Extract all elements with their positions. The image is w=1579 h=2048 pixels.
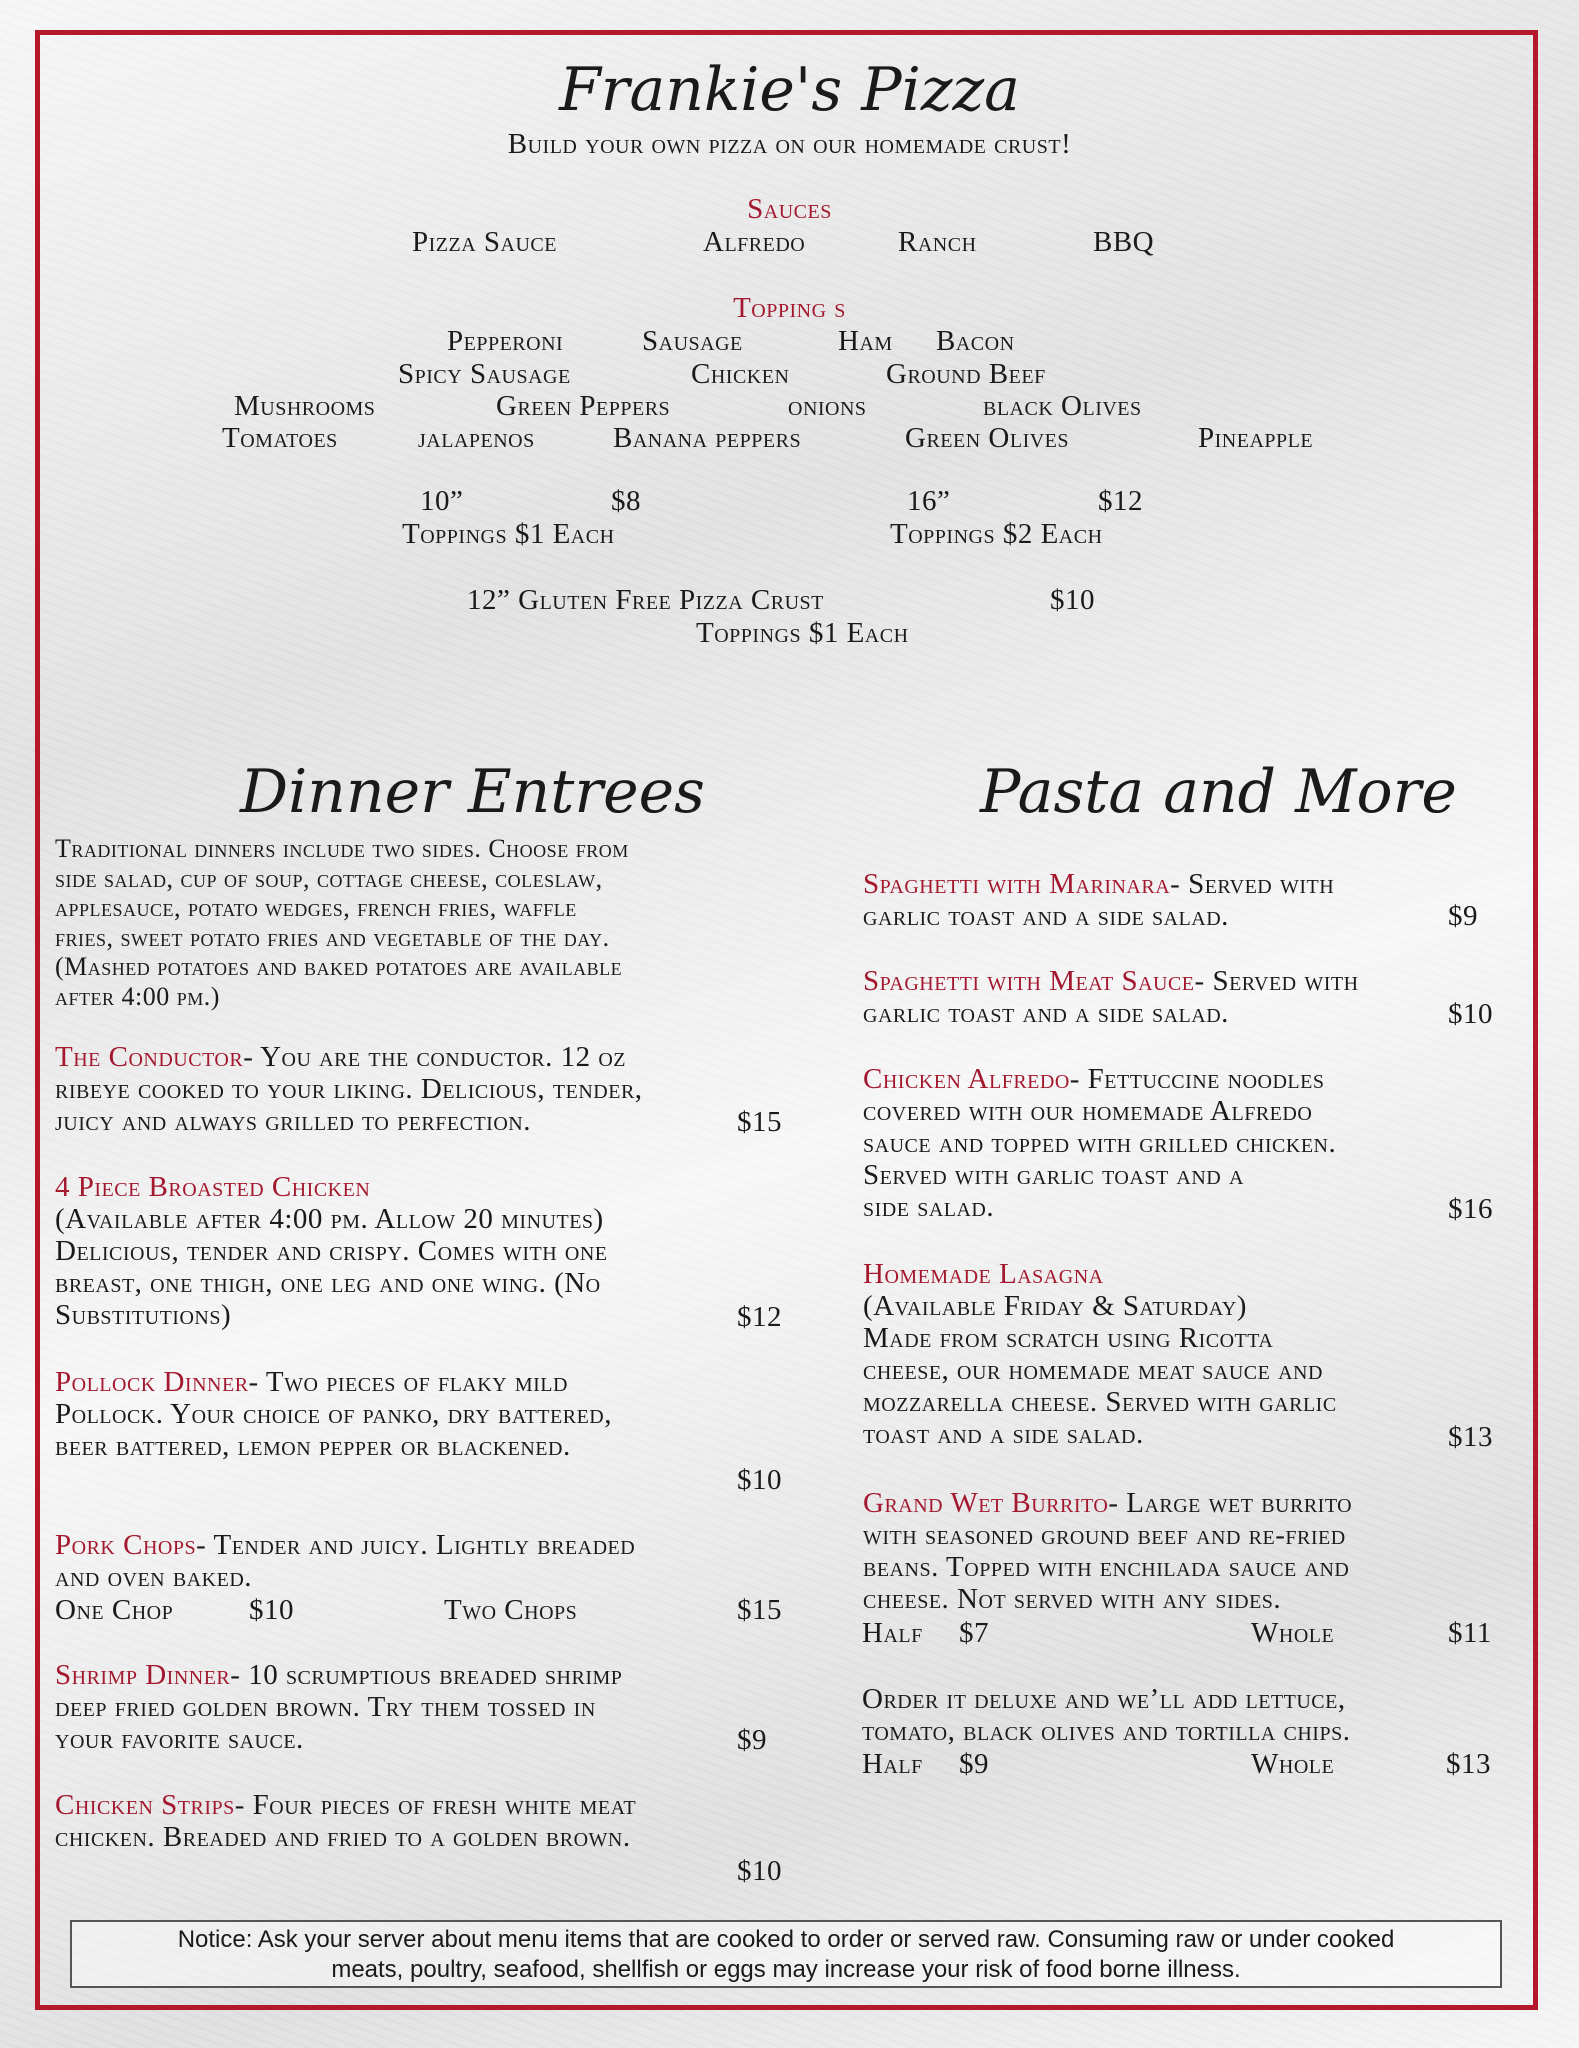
two-chops-price: $15 xyxy=(737,1594,782,1626)
menu-item-chicken-alfredo xyxy=(863,1063,1336,1223)
item-desc: side salad. xyxy=(863,1191,995,1223)
deluxe-half-label: Half xyxy=(862,1748,923,1780)
menu-item-broasted-chicken xyxy=(55,1171,608,1331)
notice-line: meats, poultry, seafood, shellfish or eggs may increase your risk of food borne illness. xyxy=(331,1956,1241,1983)
topping-item: Green Peppers xyxy=(496,390,671,422)
topping-item: Ham xyxy=(838,325,893,357)
item-price: $15 xyxy=(737,1106,782,1138)
menu-item-grand-wet-burrito xyxy=(863,1487,1352,1615)
item-desc: - Served with xyxy=(1170,868,1335,900)
item-desc: garlic toast and a side salad. xyxy=(863,900,1229,932)
topping-item: Green Olives xyxy=(905,422,1070,454)
burrito-whole-price: $11 xyxy=(1448,1617,1492,1649)
burrito-half-label: Half xyxy=(862,1617,923,1649)
topping-item: Mushrooms xyxy=(234,390,376,422)
item-desc: juicy and always grilled to perfection. xyxy=(55,1105,531,1137)
menu-item-chicken-strips xyxy=(55,1789,636,1853)
item-name: Spaghetti with Meat Sauce xyxy=(863,965,1195,997)
notice-line: Notice: Ask your server about menu items that are cooked to order or served raw. Consuming raw or under cooked xyxy=(177,1926,1395,1953)
item-desc: mozzarella cheese. Served with garlic xyxy=(863,1386,1337,1418)
topping-item: black Olives xyxy=(983,390,1142,422)
size-16-toppings: Toppings $2 Each xyxy=(890,518,1103,550)
sauce-item: Ranch xyxy=(898,226,977,258)
item-price: $10 xyxy=(737,1464,782,1496)
topping-item: Sausage xyxy=(642,325,743,357)
item-desc: beans. Topped with enchilada sauce and xyxy=(863,1551,1350,1583)
item-desc: - Two pieces of flaky mild xyxy=(248,1366,568,1398)
sauces-heading: Sauces xyxy=(747,193,832,225)
menu-item-spaghetti-marinara xyxy=(863,868,1334,932)
sauce-item: BBQ xyxy=(1093,226,1155,258)
one-chop-price: $10 xyxy=(249,1594,294,1626)
item-name: Shrimp Dinner xyxy=(55,1659,231,1691)
item-price: $10 xyxy=(737,1855,782,1887)
item-desc: - Four pieces of fresh white meat xyxy=(234,1789,637,1821)
item-desc: - Served with xyxy=(1194,965,1359,997)
toppings-heading: Topping s xyxy=(733,292,846,324)
item-name: The Conductor xyxy=(55,1041,244,1073)
burrito-deluxe xyxy=(862,1683,1350,1747)
item-name: Pollock Dinner xyxy=(55,1366,249,1398)
menu-item-conductor xyxy=(55,1041,643,1137)
pasta-heading: Pasta and More xyxy=(980,757,1457,827)
item-price: $9 xyxy=(737,1724,767,1756)
item-desc: - You are the conductor. 12 oz xyxy=(243,1041,627,1073)
deluxe-whole-price: $13 xyxy=(1446,1748,1491,1780)
item-desc: breast, one thigh, one leg and one wing. (No xyxy=(55,1267,601,1299)
item-desc: Made from scratch using Ricotta xyxy=(863,1322,1274,1354)
burrito-half-price: $7 xyxy=(959,1617,989,1649)
topping-item: Spicy Sausage xyxy=(398,358,571,390)
item-desc: tomato, black olives and tortilla chips. xyxy=(862,1715,1351,1747)
two-chops-label: Two Chops xyxy=(444,1594,578,1626)
topping-item: jalapenos xyxy=(418,422,535,454)
item-desc: covered with our homemade Alfredo xyxy=(863,1095,1313,1127)
item-desc: Order it deluxe and we’ll add lettuce, xyxy=(862,1683,1346,1715)
item-price: $10 xyxy=(1448,998,1493,1030)
item-name: Chicken Alfredo xyxy=(863,1063,1070,1095)
item-price: $9 xyxy=(1448,900,1478,932)
intro-line: applesauce, potato wedges, french fries, waffle xyxy=(55,893,577,922)
item-name: Pork Chops xyxy=(55,1529,197,1561)
item-desc: toast and a side salad. xyxy=(863,1418,1144,1450)
item-name: Homemade Lasagna xyxy=(863,1258,1104,1290)
item-desc: Served with garlic toast and a xyxy=(863,1159,1244,1191)
dinner-entrees-heading: Dinner Entrees xyxy=(240,757,705,827)
item-name: Spaghetti with Marinara xyxy=(863,868,1171,900)
deluxe-whole-label: Whole xyxy=(1251,1748,1335,1780)
item-desc: - Fettuccine noodles xyxy=(1069,1063,1325,1095)
menu-item-shrimp xyxy=(55,1659,622,1755)
item-desc: deep fried golden brown. Try them tossed in xyxy=(55,1691,596,1723)
item-name: Chicken Strips xyxy=(55,1789,235,1821)
item-desc: (Available Friday & Saturday) xyxy=(863,1290,1247,1322)
intro-line: (Mashed potatoes and baked potatoes are available xyxy=(55,952,623,981)
menu-item-spaghetti-meat-sauce xyxy=(863,965,1359,1029)
item-desc: beer battered, lemon pepper or blackened. xyxy=(55,1430,571,1462)
gluten-free-label: 12” Gluten Free Pizza Crust xyxy=(467,584,824,616)
topping-item: Chicken xyxy=(691,358,790,390)
item-desc: - 10 scrumptious breaded shrimp xyxy=(230,1659,623,1691)
item-name: Grand Wet Burrito xyxy=(863,1487,1109,1519)
menu-item-pollock xyxy=(55,1366,612,1462)
size-16-label: 16” xyxy=(907,485,951,517)
topping-item: Pepperoni xyxy=(447,325,564,357)
item-desc: cheese. Not served with any sides. xyxy=(863,1583,1282,1615)
topping-item: Ground Beef xyxy=(886,358,1046,390)
deluxe-half-price: $9 xyxy=(959,1748,989,1780)
food-safety-notice xyxy=(70,1920,1502,1988)
gluten-free-price: $10 xyxy=(1050,584,1095,616)
size-16-price: $12 xyxy=(1098,485,1143,517)
intro-line: side salad, cup of soup, cottage cheese, coleslaw, xyxy=(55,863,603,893)
item-desc: Pollock. Your choice of panko, dry battered, xyxy=(55,1398,612,1430)
item-desc: Delicious, tender and crispy. Comes with one xyxy=(55,1235,608,1267)
topping-item: Tomatoes xyxy=(222,422,338,454)
gluten-free-toppings: Toppings $1 Each xyxy=(696,617,909,649)
item-desc: ribeye cooked to your liking. Delicious, tender, xyxy=(55,1073,643,1105)
item-price: $16 xyxy=(1448,1193,1493,1225)
sauce-item: Alfredo xyxy=(703,226,806,258)
item-desc: Substitutions) xyxy=(55,1299,232,1331)
item-desc: cheese, our homemade meat sauce and xyxy=(863,1354,1323,1386)
burrito-whole-label: Whole xyxy=(1251,1617,1335,1649)
item-desc: - Large wet burrito xyxy=(1108,1487,1353,1519)
menu-item-lasagna xyxy=(863,1258,1337,1450)
item-desc: and oven baked. xyxy=(55,1561,253,1593)
intro-line: Traditional dinners include two sides. Choose from xyxy=(55,834,629,863)
item-desc: - Tender and juicy. Lightly breaded xyxy=(196,1529,636,1561)
item-desc: (Available after 4:00 pm. Allow 20 minutes) xyxy=(55,1203,604,1235)
topping-item: Pineapple xyxy=(1198,422,1314,454)
item-desc: sauce and topped with grilled chicken. xyxy=(863,1127,1337,1159)
item-desc: chicken. Breaded and fried to a golden brown. xyxy=(55,1821,631,1853)
topping-item: Bacon xyxy=(936,325,1015,357)
item-price: $13 xyxy=(1448,1421,1493,1453)
item-price: $12 xyxy=(737,1301,782,1333)
topping-item: onions xyxy=(788,390,867,422)
item-desc: garlic toast and a side salad. xyxy=(863,997,1229,1029)
sauce-item: Pizza Sauce xyxy=(412,226,557,258)
size-10-price: $8 xyxy=(611,485,641,517)
item-desc: your favorite sauce. xyxy=(55,1723,304,1755)
page-subtitle: Build your own pizza on our homemade crust! xyxy=(507,128,1072,160)
size-10-toppings: Toppings $1 Each xyxy=(402,518,615,550)
one-chop-label: One Chop xyxy=(55,1594,174,1626)
dinner-intro xyxy=(55,834,629,1011)
page-title: Frankie's Pizza xyxy=(559,55,1020,125)
intro-line: after 4:00 pm.) xyxy=(55,981,220,1011)
size-10-label: 10” xyxy=(420,485,464,517)
menu-item-pork-chops xyxy=(55,1529,635,1593)
intro-line: fries, sweet potato fries and vegetable of the day. xyxy=(55,922,610,952)
topping-item: Banana peppers xyxy=(613,422,802,454)
item-desc: with seasoned ground beef and re-fried xyxy=(863,1519,1346,1551)
item-name: 4 Piece Broasted Chicken xyxy=(55,1171,371,1203)
